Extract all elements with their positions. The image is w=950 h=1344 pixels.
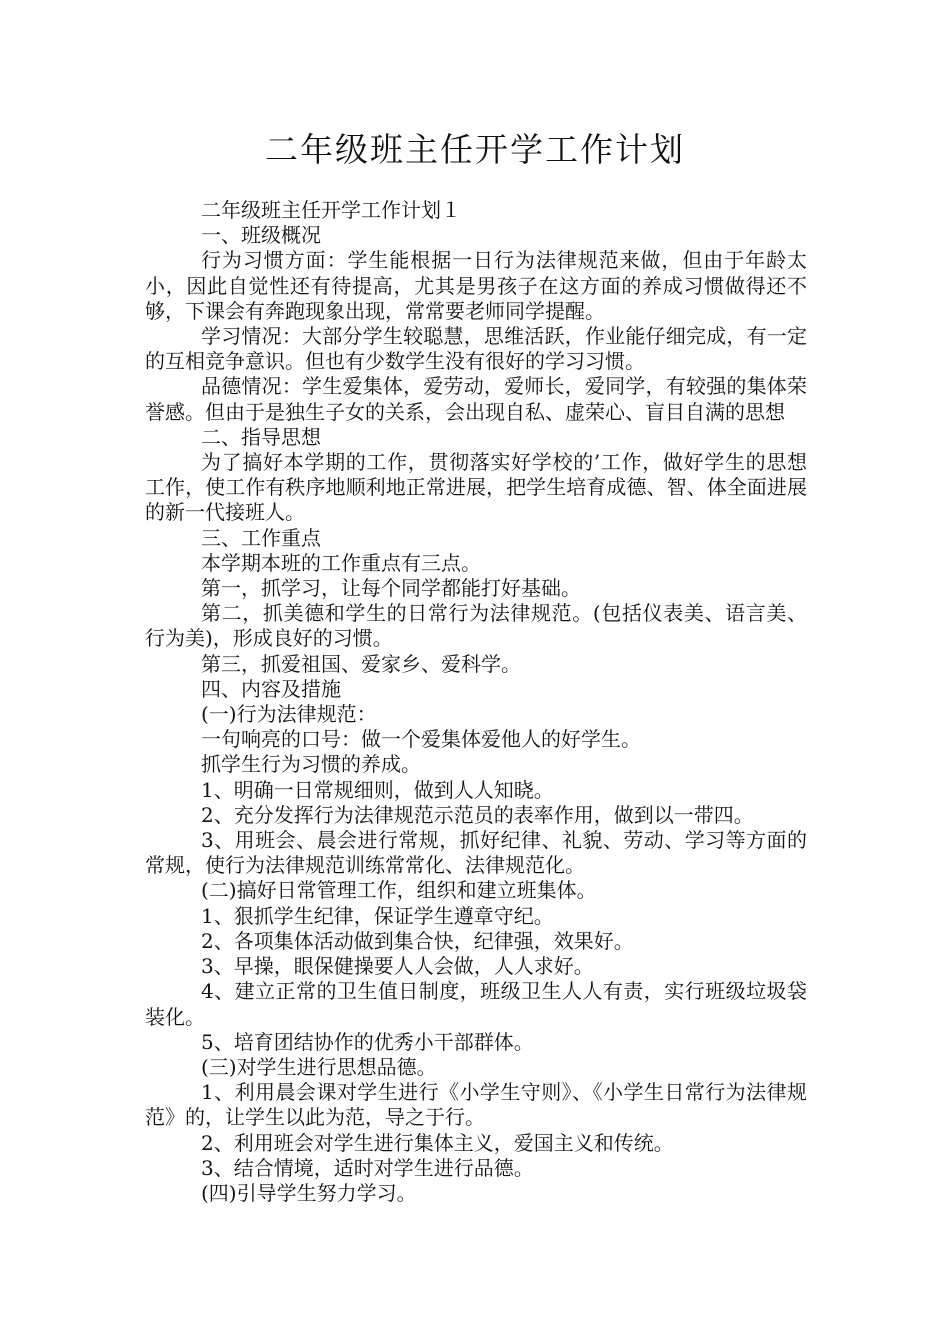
list-item: 2、充分发挥行为法律规范示范员的表率作用，做到以一带四。 [201,802,754,827]
list-item: 1、利用晨会课对学生进行《小学生守则》、《小学生日常行为法律规范》的，让学生以此为范，导之于行。 [145,1080,807,1130]
subsection-heading: (一)行为法律规范： [201,702,377,727]
document-title: 二年级班主任开学工作计划 [265,130,685,169]
list-item: 4、建立正常的卫生值日制度，班级卫生人人有责，实行班级垃圾袋装化。 [145,979,807,1029]
list-item: 2、各项集体活动做到集合快，纪律强，效果好。 [201,928,634,953]
paragraph: 第一，抓学习，让每个同学都能打好基础。 [201,576,581,601]
subsection-heading: (四)引导学生努力学习。 [201,1180,417,1205]
document-body [145,198,807,1206]
paragraph: 抓学生行为习惯的养成。 [201,752,421,777]
paragraph: 二年级班主任开学工作计划１ [201,198,461,222]
list-item: 1、狠抓学生纪律，保证学生遵章守纪。 [201,903,554,928]
paragraph: 一句响亮的口号：做一个爱集体爱他人的好学生。 [201,727,641,752]
section-heading: 三、工作重点 [201,525,321,550]
list-item: 2、利用班会对学生进行集体主义，爱国主义和传统。 [201,1130,674,1155]
paragraph: 为了搞好本学期的工作，贯彻落实好学校的’工作，做好学生的思想工作，使工作有秩序地顺利地正常进展，把学生培育成德、智、体全面进展的新一代接班人。 [145,450,807,525]
section-heading: 二、指导思想 [201,424,321,449]
paragraph: 第二，抓美德和学生的日常行为法律规范。(包括仪表美、语言美、行为美)，形成良好的习惯。 [145,601,807,651]
paragraph: 学习情况：大部分学生较聪慧，思维活跃，作业能仔细完成，有一定的互相竞争意识。但也有少数学生没有很好的学习习惯。 [145,324,807,374]
paragraph: 行为习惯方面：学生能根据一日行为法律规范来做，但由于年龄太小，因此自觉性还有待提高，尤其是男孩子在这方面的养成习惯做得还不够，下课会有奔跑现象出现，常常要老师同学提醒。 [145,248,807,323]
paragraph: 第三，抓爱祖国、爱家乡、爱科学。 [201,651,521,676]
subsection-heading: (二)搞好日常管理工作，组织和建立班集体。 [201,878,597,903]
section-heading: 一、班级概况 [201,223,321,248]
section-heading: 四、内容及措施 [201,676,341,701]
list-item: 3、用班会、晨会进行常规，抓好纪律、礼貌、劳动、学习等方面的常规，使行为法律规范训练常常化、法律规范化。 [145,828,807,878]
paragraph: 本学期本班的工作重点有三点。 [201,550,481,575]
paragraph: 品德情况：学生爱集体，爱劳动，爱师长，爱同学，有较强的集体荣誉感。但由于是独生子女的关系，会出现自私、虚荣心、盲目自满的思想 [145,374,807,424]
subsection-heading: (三)对学生进行思想品德。 [201,1054,437,1079]
list-item: 3、早操，眼保健操要人人会做，人人求好。 [201,954,594,979]
list-item: 3、结合情境，适时对学生进行品德。 [201,1155,534,1180]
list-item: 1、明确一日常规细则，做到人人知晓。 [201,777,554,802]
list-item: 5、培育团结协作的优秀小干部群体。 [201,1029,534,1054]
